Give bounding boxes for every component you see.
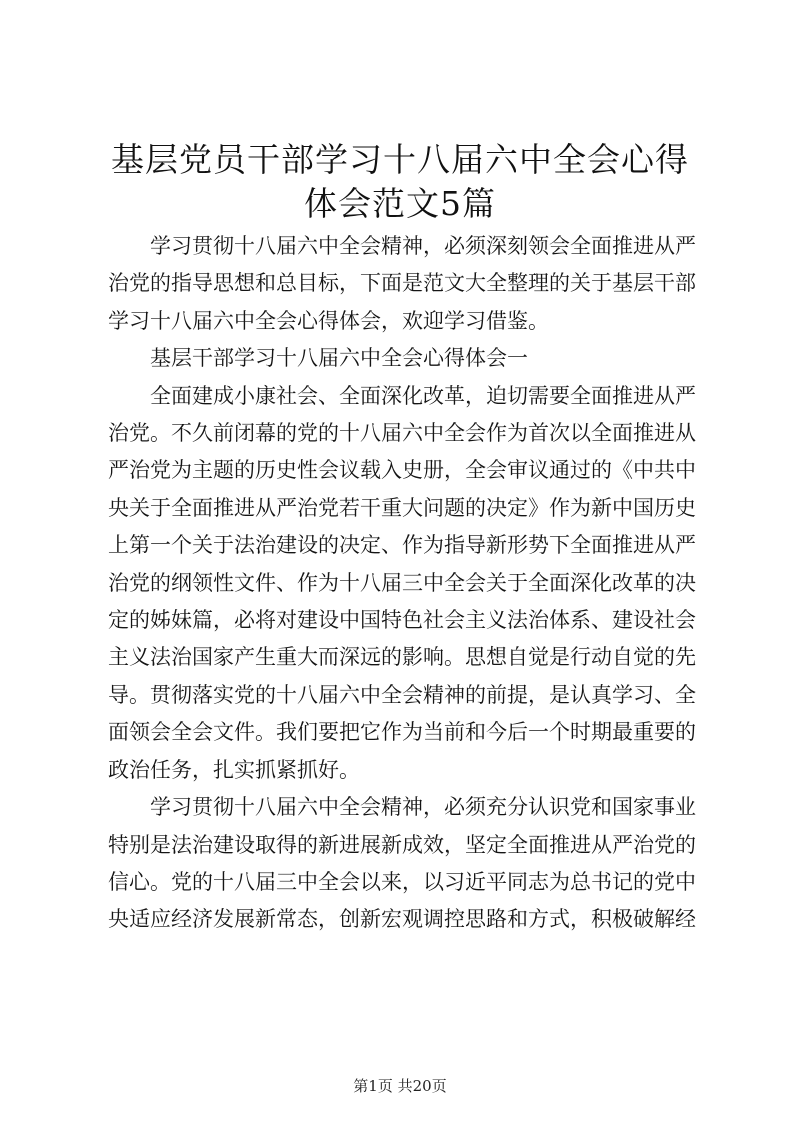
paragraph-intro: 学习贯彻十八届六中全会精神，必须深刻领会全面推进从严治党的指导思想和总目标，下面是范文大全整理的关于基层干部学习十八届六中全会心得体会，欢迎学习借鉴。 [108, 234, 696, 333]
document-title: 基层党员干部学习十八届六中全会心得体会范文5篇 [111, 140, 689, 223]
section-heading: 基层干部学习十八届六中全会心得体会一 [150, 346, 528, 371]
page-number-footer: 第1页 共20页 [353, 1077, 447, 1095]
document-body [108, 228, 696, 939]
paragraph: 全面建成小康社会、全面深化改革，迫切需要全面推进从严治党。不久前闭幕的党的十八届六中全会作为首次以全面推进从严治党为主题的历史性会议载入史册，全会审议通过的《中共中央关于全面推进从严治党若干重大问题的决定》作为新中国历史上第一个关于法治建设的决定、作为指导新形势下全面推进从严治党的纲领性文件、作为十八届三中全会关于全面深化改革的决定的姊妹篇，必将对建设中国特色社会主义法治体系、建设社会主义法治国家产生重大而深远的影响。思想自觉是行动自觉的先导。贯彻落实党的十八届六中全会精神的前提，是认真学习、全面领会全会文件。我们要把它作为当前和今后一个时期最重要的政治任务，扎实抓紧抓好。 [108, 383, 696, 782]
paragraph: 学习贯彻十八届六中全会精神，必须充分认识党和国家事业特别是法治建设取得的新进展新成效，坚定全面推进从严治党的信心。党的十八届三中全会以来，以习近平同志为总书记的党中央适应经济发展新常态，创新宏观调控思路和方式，积极破解经 [108, 795, 696, 932]
